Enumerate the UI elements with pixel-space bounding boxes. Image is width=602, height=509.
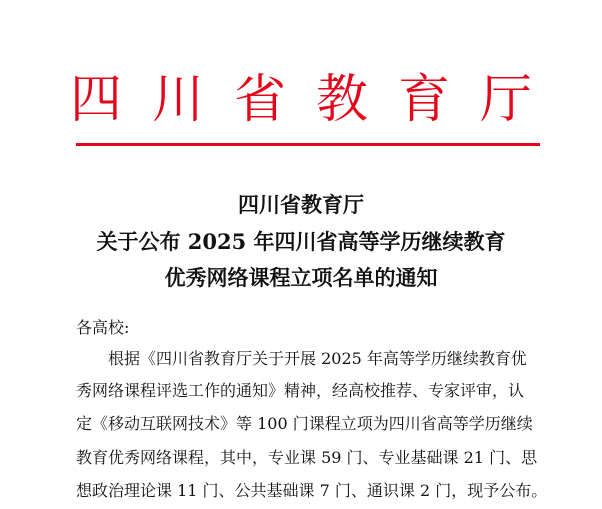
body-text-line: 根据《四川省教育厅关于开展 2025 年高等学历继续教育优 <box>108 349 527 368</box>
body-text-line: 定《移动互联网技术》等 100 门课程立项为四川省高等学历继续 <box>76 414 533 433</box>
masthead <box>0 70 602 130</box>
document-heading-line-3: 优秀网络课程立项名单的通知 <box>164 265 438 290</box>
body-text-line: 秀网络课程评选工作的通知》精神，经高校推荐、专家评审，认 <box>76 381 525 400</box>
document-heading-line-2: 关于公布 2025 年四川省高等学历继续教育 <box>96 229 506 254</box>
masthead-divider <box>76 143 540 146</box>
masthead-title: 四川省教育厅 <box>69 70 562 130</box>
body-text-line: 教育优秀网络课程，其中，专业课 59 门、专业基础课 21 门、思 <box>76 448 538 467</box>
body-text-line: 想政治理论课 11 门、公共基础课 7 门、通识课 2 门，现予公布。 <box>76 481 548 500</box>
document-heading-line-1: 四川省教育厅 <box>238 192 364 217</box>
salutation: 各高校: <box>76 318 130 337</box>
